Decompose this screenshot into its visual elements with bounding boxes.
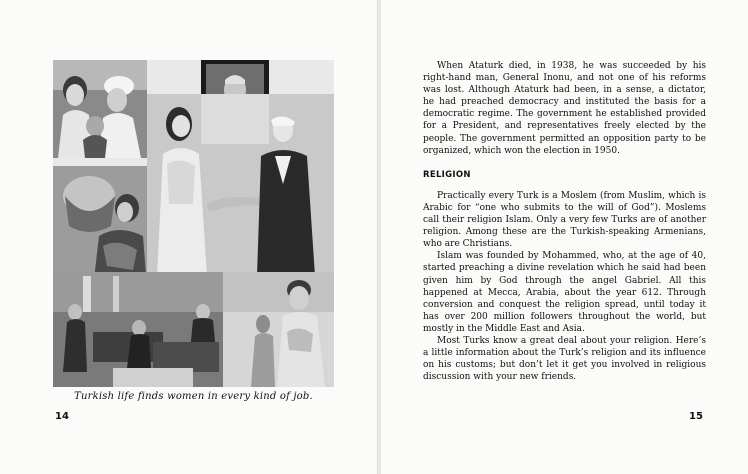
right-page-text — [423, 60, 706, 383]
photo-nurse-vaccination — [53, 60, 147, 158]
body-paragraph: Practically every Turk is a Moslem (from Muslim, which is Arabic for “one who submits to the will of God”). Moslems call their religion Islam. Only a very few Turks are of another religion. Among these are the Turkish-speaking Armenians, who are Christians. — [423, 190, 706, 250]
photo-aviator-women — [223, 272, 334, 387]
photo-office-workers — [53, 272, 223, 387]
photo-two-women-talking — [147, 94, 334, 276]
body-paragraph: Islam was founded by Mohammed, who, at the age of 40, started preaching a divine revelation which he said had been given him by God through the angel Gabriel. All this happened at Mecca, Arabia, about the year 612. Through conversion and conquest the religion spread, until today it has over 200 million followers throughout the world, but mostly in the Middle East and Asia. — [423, 251, 706, 334]
section-heading: RELIGION — [423, 169, 471, 180]
photo-collage — [53, 60, 334, 387]
page-number-right: 15 — [689, 411, 703, 422]
page-number-left: 14 — [55, 411, 69, 422]
body-paragraph: Most Turks know a great deal about your religion. Here’s a little information about the Turk’s religion and its influence on his customs; but don’t let it get you involved in religious discussion with your new friends. — [423, 335, 706, 383]
intro-paragraph: When Ataturk died, in 1938, he was succeeded by his right-hand man, General Inonu, and not one of his reforms was lost. Although Ataturk had been, in a sense, a dictator, he had preached democracy and instituted the basis for a democratic regime. The government he established provided for a President, and representatives freely elected by the people. The government permitted an opposition party to be organized, which won the election in 1950. — [423, 61, 706, 156]
photo-woman-basket — [53, 166, 147, 288]
photo-caption: Turkish life finds women in every kind of job. — [74, 391, 313, 402]
